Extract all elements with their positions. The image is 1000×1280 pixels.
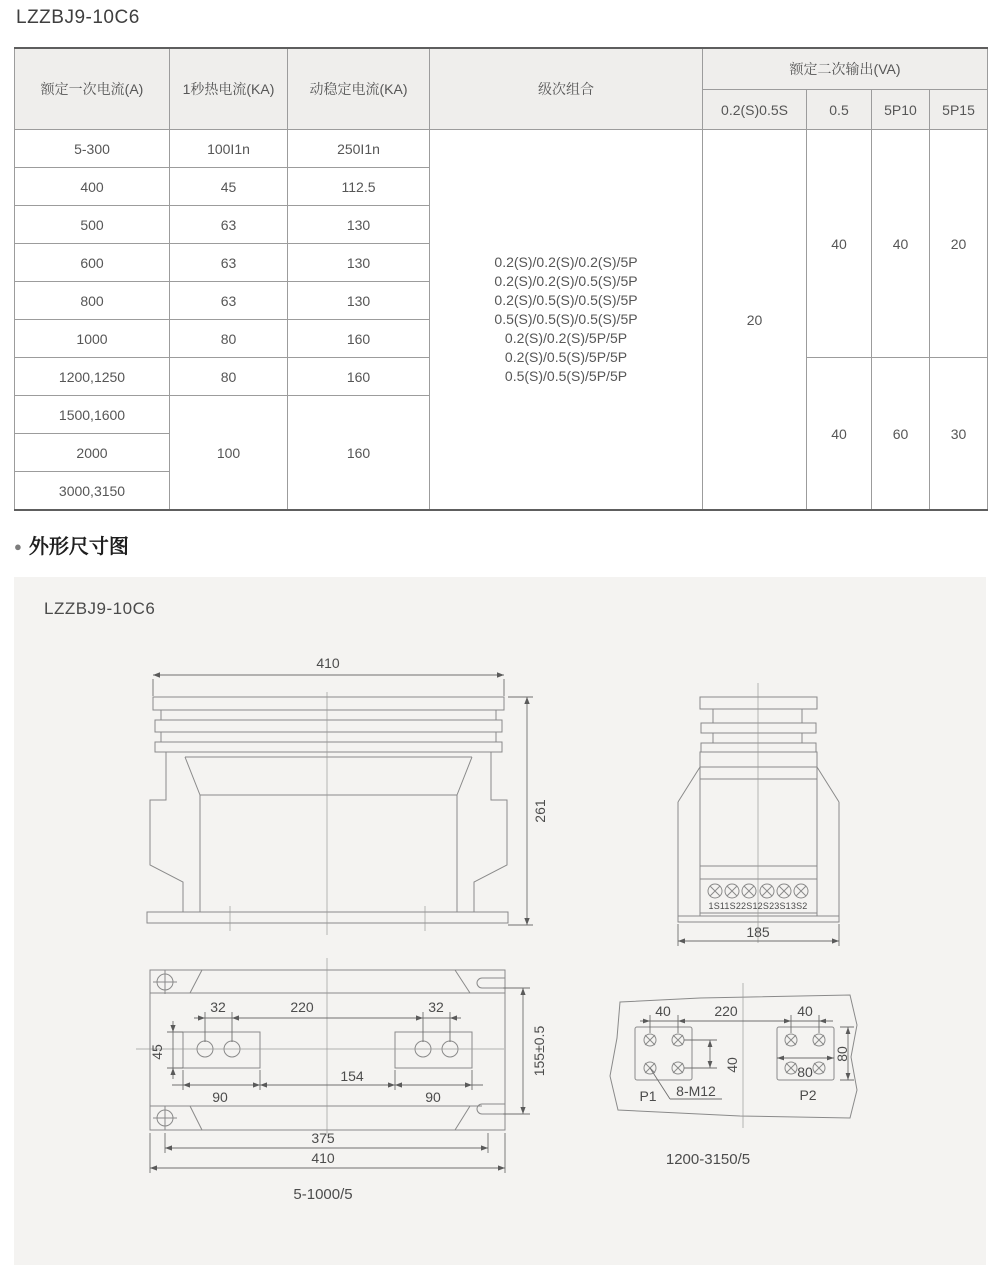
cell-current: 3000,3150 xyxy=(15,472,170,511)
cell-output-5p10-top: 40 xyxy=(872,130,930,358)
spec-table xyxy=(14,47,988,511)
side-view-dimensions xyxy=(678,924,839,946)
cell-thermal: 63 xyxy=(170,282,288,320)
dim-40-right: 40 xyxy=(797,1003,813,1019)
cell-current: 600 xyxy=(15,244,170,282)
combo-line: 0.2(S)/0.2(S)/5P/5P xyxy=(504,330,628,346)
combo-line: 0.5(S)/0.5(S)/0.5(S)/5P xyxy=(494,311,638,327)
header-sub-5p10: 5P10 xyxy=(872,90,930,130)
dimension-panel xyxy=(14,577,986,1265)
cell-dynamic: 250I1n xyxy=(288,130,430,168)
combo-line: 0.2(S)/0.5(S)/0.5(S)/5P xyxy=(494,292,638,308)
side-view-outline xyxy=(678,697,839,922)
front-view-drawing xyxy=(130,650,570,940)
dim-220: 220 xyxy=(714,1003,738,1019)
cell-thermal: 63 xyxy=(170,244,288,282)
table-row xyxy=(15,130,988,168)
cell-thermal: 80 xyxy=(170,358,288,396)
label-bolts: 8-M12 xyxy=(676,1083,716,1099)
header-dynamic-current: 动稳定电流(KA) xyxy=(288,48,430,130)
combo-line: 0.2(S)/0.2(S)/0.2(S)/5P xyxy=(494,254,638,270)
cell-dynamic: 112.5 xyxy=(288,168,430,206)
cell-output-02s: 20 xyxy=(703,130,807,511)
dim-32-left: 32 xyxy=(210,999,226,1015)
dim-410: 410 xyxy=(311,1150,335,1166)
model-title: LZZBJ9-10C6 xyxy=(16,7,140,28)
combo-line: 0.2(S)/0.5(S)/5P/5P xyxy=(504,349,628,365)
busbar-view-drawing xyxy=(600,980,880,1180)
header-thermal-current: 1秒热电流(KA) xyxy=(170,48,288,130)
cell-current: 500 xyxy=(15,206,170,244)
busbar-dimensions xyxy=(639,1003,854,1104)
cell-dynamic: 130 xyxy=(288,244,430,282)
header-class-combo: 级次组合 xyxy=(430,48,703,130)
section-bullet-icon: ● xyxy=(14,539,22,554)
panel-model-label: LZZBJ9-10C6 xyxy=(44,599,156,618)
front-view-dimensions xyxy=(153,655,548,925)
dim-375: 375 xyxy=(311,1130,335,1146)
cell-thermal: 80 xyxy=(170,320,288,358)
section-title: 外形尺寸图 xyxy=(28,536,129,558)
combo-line: 0.5(S)/0.5(S)/5P/5P xyxy=(504,368,628,384)
front-view-outline xyxy=(147,697,508,923)
section-header xyxy=(14,530,129,559)
cell-current: 1200,1250 xyxy=(15,358,170,396)
cell-current: 1500,1600 xyxy=(15,396,170,434)
label-p1: P1 xyxy=(639,1088,657,1104)
dim-height-261: 261 xyxy=(532,799,548,823)
dim-40-left: 40 xyxy=(655,1003,671,1019)
header-sub-05: 0.5 xyxy=(807,90,872,130)
cell-current: 2000 xyxy=(15,434,170,472)
dim-90-right: 90 xyxy=(425,1089,441,1105)
dim-32-right: 32 xyxy=(428,999,444,1015)
cell-thermal: 100I1n xyxy=(170,130,288,168)
bottom-view-drawing xyxy=(130,955,550,1215)
cell-output-5p10-bottom: 60 xyxy=(872,358,930,511)
bottom-view-outline xyxy=(150,970,505,1130)
cell-thermal: 63 xyxy=(170,206,288,244)
cell-current: 800 xyxy=(15,282,170,320)
front-view-centerlines xyxy=(230,692,425,935)
dim-155: 155±0.5 xyxy=(531,1025,547,1077)
cell-dynamic-merged: 160 xyxy=(288,396,430,511)
header-sub-02s: 0.2(S)0.5S xyxy=(703,90,807,130)
cell-dynamic: 130 xyxy=(288,282,430,320)
header-primary-current: 额定一次电流(A) xyxy=(15,48,170,130)
cell-output-5p15-top: 20 xyxy=(930,130,988,358)
dim-45: 45 xyxy=(149,1044,165,1060)
header-sub-5p15: 5P15 xyxy=(930,90,988,130)
bottom-view-dimensions xyxy=(149,988,547,1173)
dim-80-height: 80 xyxy=(834,1046,850,1062)
cell-class-combos xyxy=(430,130,703,511)
dim-90-left: 90 xyxy=(212,1089,228,1105)
dim-220: 220 xyxy=(290,999,314,1015)
cell-output-5p15-bottom: 30 xyxy=(930,358,988,511)
cell-current: 5-300 xyxy=(15,130,170,168)
side-view-drawing xyxy=(640,650,920,960)
cell-dynamic: 130 xyxy=(288,206,430,244)
terminal-labels: 1S11S22S12S23S13S2 xyxy=(708,901,808,911)
cell-thermal: 45 xyxy=(170,168,288,206)
cell-output-05-top: 40 xyxy=(807,130,872,358)
cell-thermal-merged: 100 xyxy=(170,396,288,511)
cell-current: 400 xyxy=(15,168,170,206)
header-secondary-output: 额定二次输出(VA) xyxy=(703,48,988,90)
cell-output-05-bottom: 40 xyxy=(807,358,872,511)
bottom-view-caption: 5-1000/5 xyxy=(293,1186,353,1203)
combo-line: 0.2(S)/0.2(S)/0.5(S)/5P xyxy=(494,273,638,289)
dim-154: 154 xyxy=(340,1068,364,1084)
dim-width-410: 410 xyxy=(316,655,340,671)
dim-80-width: 80 xyxy=(797,1064,813,1080)
dim-width-185: 185 xyxy=(746,924,770,940)
cell-dynamic: 160 xyxy=(288,358,430,396)
cell-dynamic: 160 xyxy=(288,320,430,358)
dim-40-vertical: 40 xyxy=(724,1057,740,1073)
busbar-caption: 1200-3150/5 xyxy=(665,1151,751,1168)
label-p2: P2 xyxy=(799,1087,817,1103)
cell-current: 1000 xyxy=(15,320,170,358)
